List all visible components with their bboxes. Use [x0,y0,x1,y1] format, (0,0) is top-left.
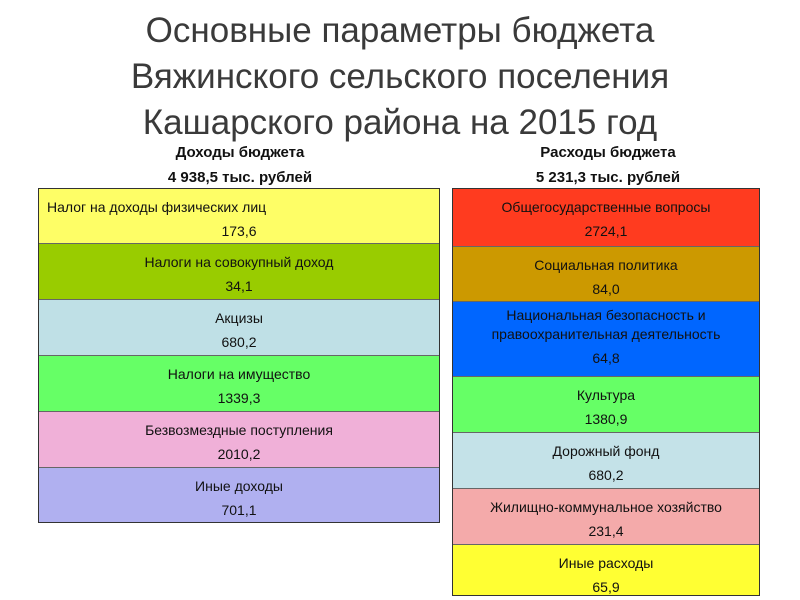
income-item-value: 1339,3 [217,390,261,406]
income-item [39,468,439,522]
expense-item-label: Дорожный фонд [552,443,660,459]
expense-item-value: 84,0 [592,281,620,297]
income-heading: Доходы бюджета [175,144,305,161]
income-item [39,356,439,412]
income-item-label: Налоги на совокупный доход [144,254,334,270]
expense-item [453,377,759,433]
expense-item-value: 680,2 [588,467,624,483]
income-item-label: Налог на доходы физических лиц [47,199,267,215]
income-item [39,300,439,356]
income-item-label: Акцизы [215,310,263,326]
income-item [39,244,439,300]
page-title [0,8,800,146]
income-item-value: 34,1 [225,278,253,294]
income-list [38,188,440,523]
expense-total: 5 231,3 тыс. рублей [535,169,681,186]
income-item [39,412,439,468]
income-item-value: 680,2 [221,334,257,350]
expense-item-value: 231,4 [588,523,624,539]
income-item-value: 2010,2 [217,446,261,462]
income-item [39,189,439,244]
expense-item [453,302,759,377]
expense-heading: Расходы бюджета [540,144,676,161]
title-line-1: Основные параметры бюджета [145,11,655,50]
expense-item-value: 64,8 [592,350,620,366]
income-item-label: Налоги на имущество [167,366,311,382]
income-header [40,142,440,189]
expense-item [453,545,759,595]
expense-item-label: Культура [576,387,636,403]
income-item-label: Безвозмездные поступления [145,422,333,438]
expense-item [453,489,759,545]
expense-item-label: Жилищно-коммунальное хозяйство [490,499,722,515]
expense-item-value: 1380,9 [584,411,628,427]
expense-item-value: 65,9 [592,579,620,595]
expense-item-label: Иные расходы [558,555,654,571]
expense-item [453,189,759,247]
expense-item-label: Социальная политика [534,257,678,273]
income-item-value: 701,1 [221,502,257,518]
title-line-2: Вяжинского сельского поселения [130,57,670,96]
expense-item-label: Национальная безопасность и правоохранительная деятельность [491,307,721,342]
expense-item-label: Общегосударственные вопросы [501,199,711,215]
income-item-value: 173,6 [221,223,257,239]
expense-item [453,433,759,489]
title-line-3: Кашарского района на 2015 год [142,103,658,142]
expense-item-value: 2724,1 [584,223,628,239]
income-item-label: Иные доходы [195,478,283,494]
expense-item [453,247,759,302]
expense-list [452,188,760,596]
expense-header [418,142,798,189]
income-total: 4 938,5 тыс. рублей [167,169,313,186]
